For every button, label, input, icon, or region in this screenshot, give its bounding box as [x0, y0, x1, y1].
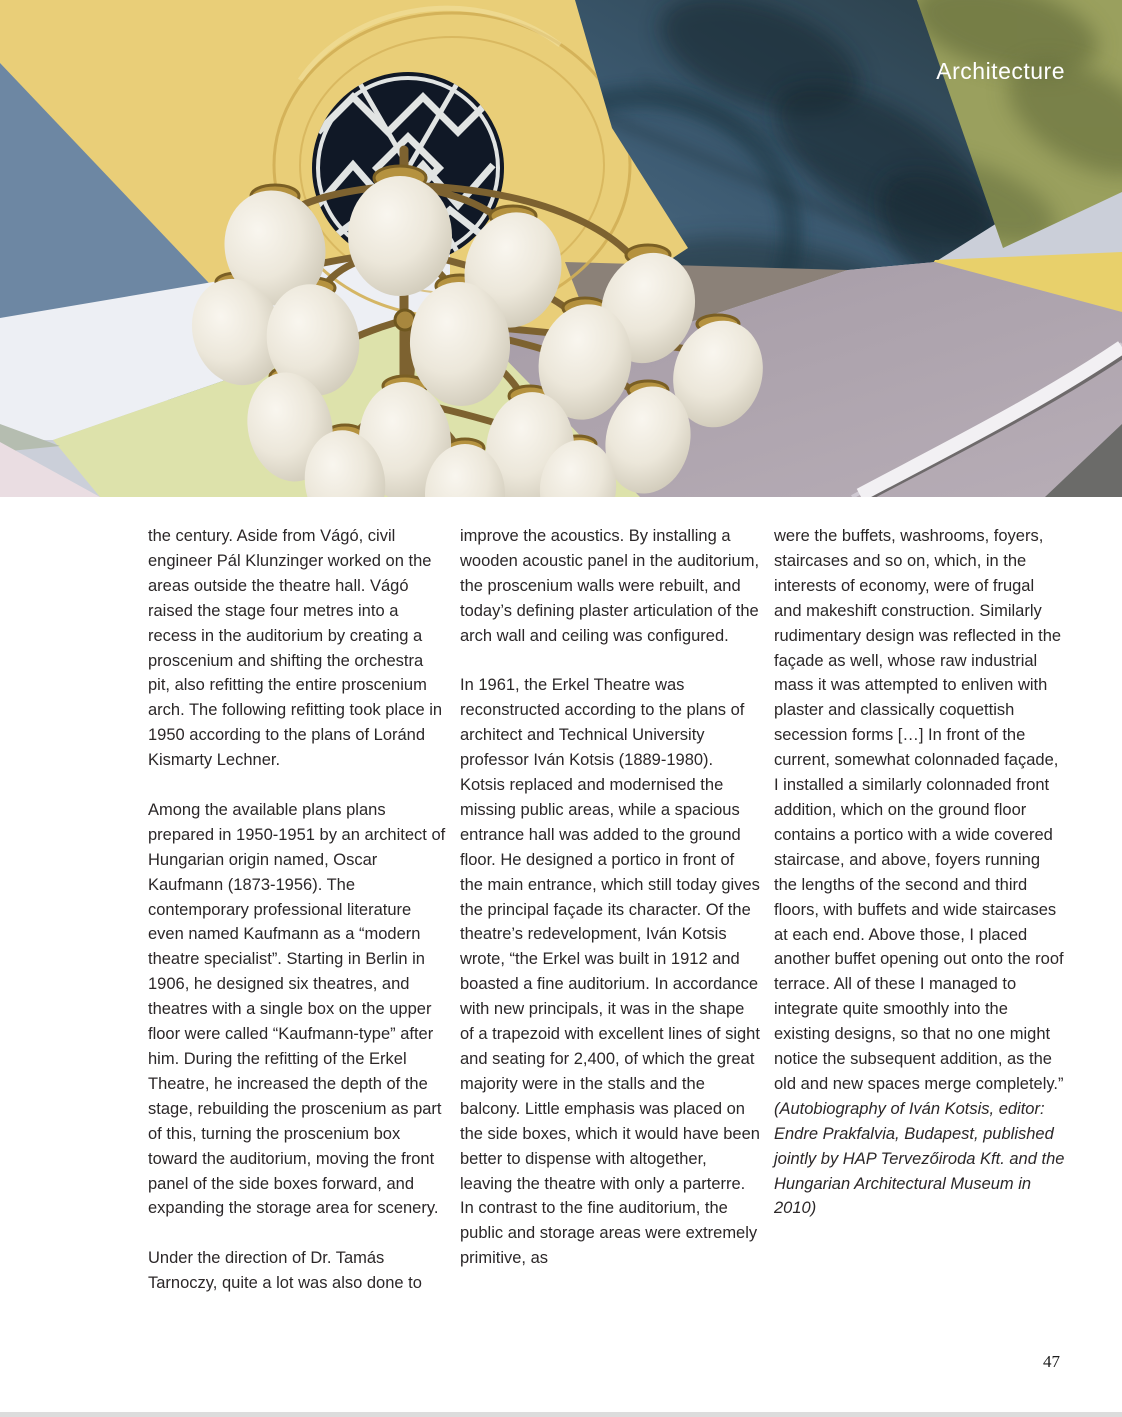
article-column-3	[774, 524, 1066, 1221]
paragraph: Among the available plans plans prepared in 1950-1951 by an architect of Hungarian origin named, Oscar Kaufmann (1873-1956). The contemporary professional literature even named Kaufmann as a “modern theatre specialist”. Starting in Berlin in 1906, he designed six theatres, and theatres with a single box on the upper floor were called “Kaufmann-type” after him. During the refitting of the Erkel Theatre, he increased the depth of the stage, rebuilding the proscenium as part of this, turning the proscenium box toward the auditorium, moving the front panel of the side boxes forward, and expanding the storage area for scenery.	[148, 800, 446, 1218]
paragraph: Under the direction of Dr. Tamás Tarnoczy, quite a lot was also done to	[148, 1249, 422, 1293]
paragraph: were the buffets, washrooms, foyers, staircases and so on, which, in the interests of economy, were of frugal and makeshift construction. Similarly rudimentary design was reflected in the façade as well, whose raw industrial mass it was attempted to enliven with plaster and classically coquettish secession forms […] In front of the current, somewhat colonnaded façade, I installed a similarly colonnaded front addition, which on the ground floor contains a portico with a wide covered staircase, and above, foyers running the lengths of the second and third floors, with buffets and wide staircases at each end. Above those, I placed another buffet opening out onto the roof terrace. All of these I managed to integrate quite smoothly into the existing designs, so that no one might notice the subsequent addition, as the old and new spaces merge completely.”	[774, 527, 1064, 1093]
hero-photo	[0, 0, 1122, 497]
citation: (Autobiography of Iván Kotsis, editor: Endre Prakfalvia, Budapest, published jointly by HAP Tervezőiroda Kft. and the Hungarian Architectural Museum in 2010)	[774, 1099, 1065, 1218]
paragraph: improve the acoustics. By installing a wooden acoustic panel in the auditorium, the proscenium walls were rebuilt, and today’s defining plaster articulation of the arch wall and ceiling was configured.	[460, 527, 760, 645]
page-bottom-edge	[0, 1412, 1122, 1417]
page-number: 47	[1043, 1352, 1060, 1371]
article-column-1	[148, 524, 448, 1296]
paragraph: the century. Aside from Vágó, civil engineer Pál Klunzinger worked on the areas outside the theatre hall. Vágó raised the stage four metres into a recess in the auditorium by creating a proscenium and shifting the orchestra pit, also refitting the entire proscenium arch. The following refitting took place in 1950 according to the plans of Loránd Kismarty Lechner.	[148, 527, 443, 770]
paragraph: In 1961, the Erkel Theatre was reconstructed according to the plans of architect and Technical University professor Iván Kotsis (1889-1980). Kotsis replaced and modernised the missing public areas, while a spacious entrance hall was added to the ground floor. He designed a portico in front of the main entrance, which still today gives the principal façade its character. Of the theatre’s redevelopment, Iván Kotsis wrote, “the Erkel was built in 1912 and boasted a fine auditorium. In accordance with new principals, it was in the shape of a trapezoid with excellent lines of sight and seating for 2,400, of which the great majority were in the stalls and the balcony. Little emphasis was placed on the side boxes, which it would have been better to dispense with altogether, leaving the theatre with only a parterre. In contrast to the fine auditorium, the public and storage areas were extremely primitive, as	[460, 676, 760, 1268]
article-column-2	[460, 524, 760, 1271]
section-label: Architecture	[936, 58, 1065, 84]
